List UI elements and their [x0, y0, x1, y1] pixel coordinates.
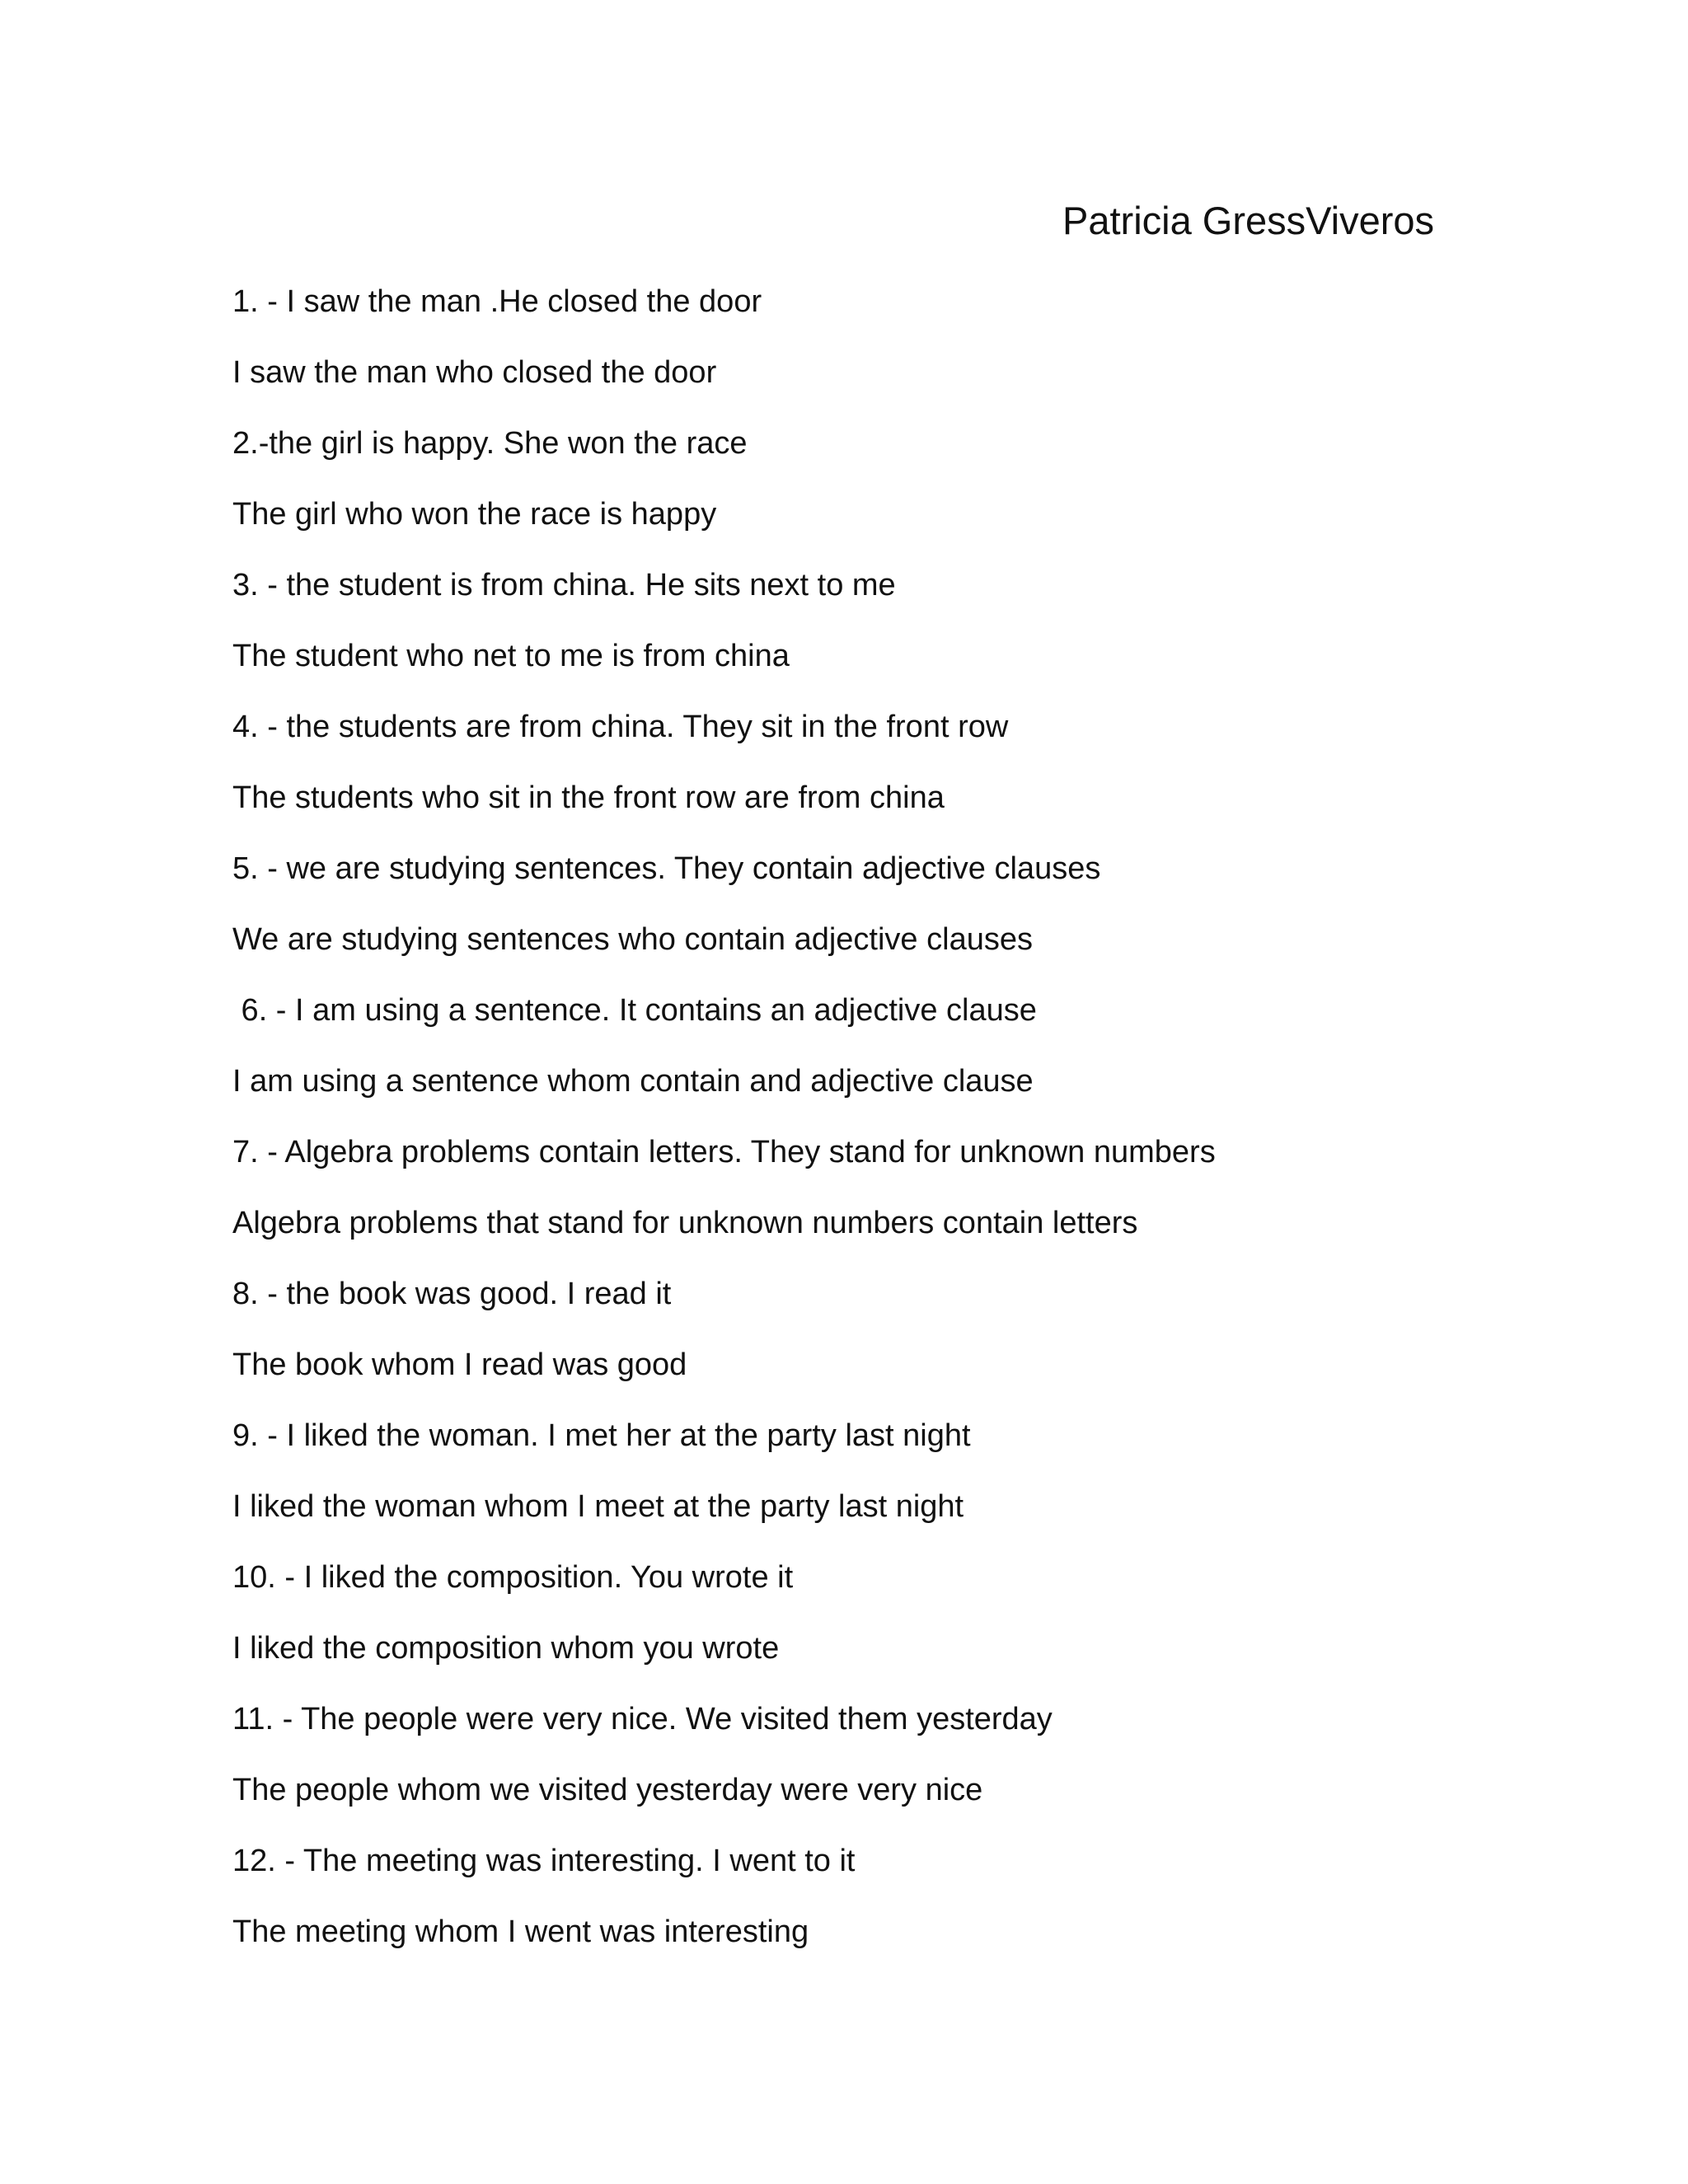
exercise-7-answer: Algebra problems that stand for unknown numbers contain letters: [232, 1206, 1138, 1240]
exercise-8-prompt: 8. - the book was good. I read it: [232, 1277, 672, 1311]
exercise-1-answer: I saw the man who closed the door: [232, 355, 717, 390]
exercise-3-answer: The student who net to me is from china: [232, 639, 790, 673]
exercise-9-prompt: 9. - I liked the woman. I met her at the party last night: [232, 1418, 971, 1453]
exercise-12-answer: The meeting whom I went was interesting: [232, 1915, 809, 1949]
exercise-9-answer: I liked the woman whom I meet at the party last night: [232, 1489, 964, 1524]
exercise-6-prompt: 6. - I am using a sentence. It contains an adjective clause: [232, 993, 1037, 1028]
exercise-11-prompt: 11. - The people were very nice. We visited them yesterday: [232, 1702, 1053, 1736]
exercise-11-answer: The people whom we visited yesterday were very nice: [232, 1773, 983, 1807]
exercise-5-prompt: 5. - we are studying sentences. They contain adjective clauses: [232, 851, 1101, 886]
exercise-list: [232, 277, 1469, 1978]
exercise-12-prompt: 12. - The meeting was interesting. I went to it: [232, 1844, 856, 1878]
exercise-10-answer: I liked the composition whom you wrote: [232, 1631, 780, 1666]
exercise-8-answer: The book whom I read was good: [232, 1347, 687, 1382]
exercise-3-prompt: 3. - the student is from china. He sits next to me: [232, 568, 896, 602]
exercise-2-prompt: 2.-the girl is happy. She won the race: [232, 426, 748, 461]
exercise-4-prompt: 4. - the students are from china. They sit in the front row: [232, 710, 1009, 744]
exercise-10-prompt: 10. - I liked the composition. You wrote it: [232, 1560, 794, 1595]
author-name: Patricia GressViveros: [1062, 199, 1434, 242]
exercise-4-answer: The students who sit in the front row are from china: [232, 780, 945, 815]
exercise-1-prompt: 1. - I saw the man .He closed the door: [232, 284, 762, 319]
exercise-7-prompt: 7. - Algebra problems contain letters. They stand for unknown numbers: [232, 1135, 1216, 1169]
exercise-6-answer: I am using a sentence whom contain and adjective clause: [232, 1064, 1034, 1099]
exercise-5-answer: We are studying sentences who contain adjective clauses: [232, 922, 1033, 957]
exercise-2-answer: The girl who won the race is happy: [232, 497, 717, 532]
